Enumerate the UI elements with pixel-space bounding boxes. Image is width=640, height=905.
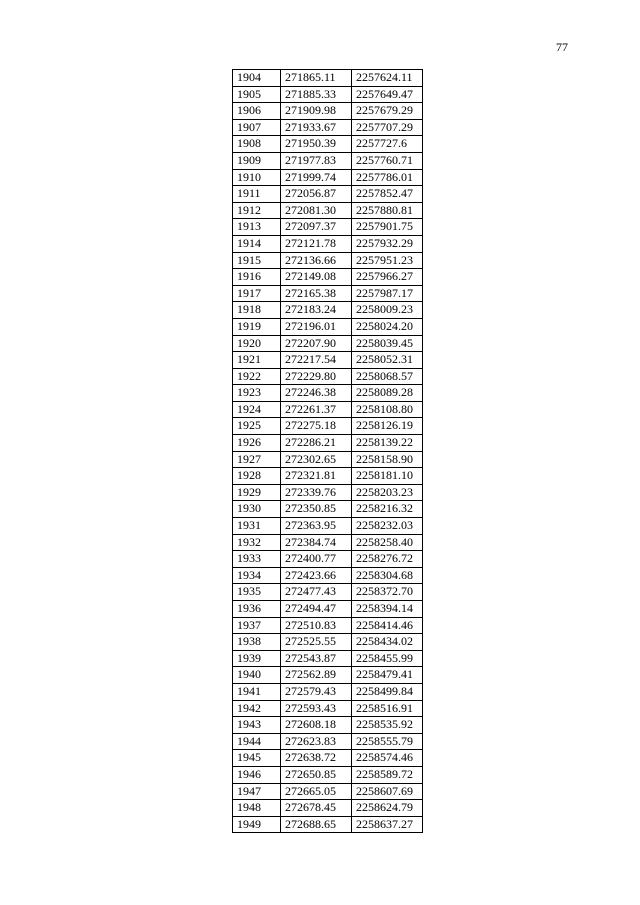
point-id-cell: 1904 bbox=[233, 70, 281, 87]
point-id-cell: 1934 bbox=[233, 567, 281, 584]
point-id-cell: 1937 bbox=[233, 617, 281, 634]
table-row bbox=[233, 103, 423, 120]
y-coordinate-cell: 2258024.20 bbox=[352, 318, 423, 335]
table-row bbox=[233, 567, 423, 584]
point-id-cell: 1946 bbox=[233, 766, 281, 783]
x-coordinate-cell: 271885.33 bbox=[281, 86, 352, 103]
x-coordinate-cell: 272207.90 bbox=[281, 335, 352, 352]
table-row bbox=[233, 418, 423, 435]
point-id-cell: 1945 bbox=[233, 750, 281, 767]
y-coordinate-cell: 2257880.81 bbox=[352, 202, 423, 219]
x-coordinate-cell: 272688.65 bbox=[281, 816, 352, 833]
x-coordinate-cell: 272608.18 bbox=[281, 717, 352, 734]
x-coordinate-cell: 272339.76 bbox=[281, 484, 352, 501]
point-id-cell: 1909 bbox=[233, 152, 281, 169]
point-id-cell: 1926 bbox=[233, 435, 281, 452]
coordinate-table-body bbox=[233, 70, 423, 833]
point-id-cell: 1935 bbox=[233, 584, 281, 601]
y-coordinate-cell: 2258394.14 bbox=[352, 601, 423, 618]
y-coordinate-cell: 2257852.47 bbox=[352, 186, 423, 203]
table-row bbox=[233, 235, 423, 252]
y-coordinate-cell: 2257624.11 bbox=[352, 70, 423, 87]
x-coordinate-cell: 272196.01 bbox=[281, 318, 352, 335]
point-id-cell: 1912 bbox=[233, 202, 281, 219]
x-coordinate-cell: 272229.80 bbox=[281, 368, 352, 385]
table-row bbox=[233, 401, 423, 418]
y-coordinate-cell: 2258139.22 bbox=[352, 435, 423, 452]
x-coordinate-cell: 272302.65 bbox=[281, 451, 352, 468]
point-id-cell: 1941 bbox=[233, 683, 281, 700]
x-coordinate-cell: 272638.72 bbox=[281, 750, 352, 767]
x-coordinate-cell: 272543.87 bbox=[281, 650, 352, 667]
table-row bbox=[233, 302, 423, 319]
table-row bbox=[233, 152, 423, 169]
table-row bbox=[233, 551, 423, 568]
table-row bbox=[233, 352, 423, 369]
y-coordinate-cell: 2257901.75 bbox=[352, 219, 423, 236]
x-coordinate-cell: 271999.74 bbox=[281, 169, 352, 186]
y-coordinate-cell: 2258414.46 bbox=[352, 617, 423, 634]
x-coordinate-cell: 272165.38 bbox=[281, 285, 352, 302]
x-coordinate-cell: 272246.38 bbox=[281, 385, 352, 402]
x-coordinate-cell: 272081.30 bbox=[281, 202, 352, 219]
point-id-cell: 1922 bbox=[233, 368, 281, 385]
x-coordinate-cell: 272056.87 bbox=[281, 186, 352, 203]
x-coordinate-cell: 272579.43 bbox=[281, 683, 352, 700]
point-id-cell: 1947 bbox=[233, 783, 281, 800]
point-id-cell: 1919 bbox=[233, 318, 281, 335]
table-row bbox=[233, 468, 423, 485]
table-row bbox=[233, 285, 423, 302]
x-coordinate-cell: 272261.37 bbox=[281, 401, 352, 418]
y-coordinate-cell: 2258258.40 bbox=[352, 534, 423, 551]
x-coordinate-cell: 272350.85 bbox=[281, 501, 352, 518]
table-row bbox=[233, 683, 423, 700]
table-row bbox=[233, 518, 423, 535]
table-row bbox=[233, 484, 423, 501]
point-id-cell: 1930 bbox=[233, 501, 281, 518]
point-id-cell: 1928 bbox=[233, 468, 281, 485]
table-row bbox=[233, 70, 423, 87]
y-coordinate-cell: 2258039.45 bbox=[352, 335, 423, 352]
table-row bbox=[233, 634, 423, 651]
x-coordinate-cell: 271933.67 bbox=[281, 119, 352, 136]
x-coordinate-cell: 272384.74 bbox=[281, 534, 352, 551]
table-row bbox=[233, 219, 423, 236]
table-row bbox=[233, 368, 423, 385]
y-coordinate-cell: 2258624.79 bbox=[352, 800, 423, 817]
point-id-cell: 1920 bbox=[233, 335, 281, 352]
x-coordinate-cell: 272136.66 bbox=[281, 252, 352, 269]
y-coordinate-cell: 2258516.91 bbox=[352, 700, 423, 717]
table-row bbox=[233, 86, 423, 103]
x-coordinate-cell: 272665.05 bbox=[281, 783, 352, 800]
y-coordinate-cell: 2257679.29 bbox=[352, 103, 423, 120]
point-id-cell: 1927 bbox=[233, 451, 281, 468]
point-id-cell: 1917 bbox=[233, 285, 281, 302]
y-coordinate-cell: 2258276.72 bbox=[352, 551, 423, 568]
y-coordinate-cell: 2257786.01 bbox=[352, 169, 423, 186]
y-coordinate-cell: 2258589.72 bbox=[352, 766, 423, 783]
table-row bbox=[233, 202, 423, 219]
y-coordinate-cell: 2258052.31 bbox=[352, 352, 423, 369]
x-coordinate-cell: 272678.45 bbox=[281, 800, 352, 817]
y-coordinate-cell: 2258499.84 bbox=[352, 683, 423, 700]
y-coordinate-cell: 2258455.99 bbox=[352, 650, 423, 667]
x-coordinate-cell: 271909.98 bbox=[281, 103, 352, 120]
point-id-cell: 1936 bbox=[233, 601, 281, 618]
table-row bbox=[233, 501, 423, 518]
coordinate-table bbox=[232, 69, 423, 833]
y-coordinate-cell: 2258304.68 bbox=[352, 567, 423, 584]
x-coordinate-cell: 271950.39 bbox=[281, 136, 352, 153]
y-coordinate-cell: 2257649.47 bbox=[352, 86, 423, 103]
table-row bbox=[233, 601, 423, 618]
x-coordinate-cell: 272477.43 bbox=[281, 584, 352, 601]
point-id-cell: 1907 bbox=[233, 119, 281, 136]
point-id-cell: 1911 bbox=[233, 186, 281, 203]
y-coordinate-cell: 2258203.23 bbox=[352, 484, 423, 501]
x-coordinate-cell: 271865.11 bbox=[281, 70, 352, 87]
point-id-cell: 1916 bbox=[233, 269, 281, 286]
point-id-cell: 1932 bbox=[233, 534, 281, 551]
point-id-cell: 1938 bbox=[233, 634, 281, 651]
table-row bbox=[233, 269, 423, 286]
table-row bbox=[233, 816, 423, 833]
x-coordinate-cell: 272286.21 bbox=[281, 435, 352, 452]
table-row bbox=[233, 169, 423, 186]
x-coordinate-cell: 272623.83 bbox=[281, 733, 352, 750]
x-coordinate-cell: 272217.54 bbox=[281, 352, 352, 369]
table-row bbox=[233, 186, 423, 203]
point-id-cell: 1940 bbox=[233, 667, 281, 684]
x-coordinate-cell: 272183.24 bbox=[281, 302, 352, 319]
y-coordinate-cell: 2258089.28 bbox=[352, 385, 423, 402]
table-row bbox=[233, 717, 423, 734]
y-coordinate-cell: 2258126.19 bbox=[352, 418, 423, 435]
point-id-cell: 1910 bbox=[233, 169, 281, 186]
table-row bbox=[233, 252, 423, 269]
table-row bbox=[233, 800, 423, 817]
table-row bbox=[233, 783, 423, 800]
x-coordinate-cell: 272593.43 bbox=[281, 700, 352, 717]
y-coordinate-cell: 2258068.57 bbox=[352, 368, 423, 385]
point-id-cell: 1931 bbox=[233, 518, 281, 535]
y-coordinate-cell: 2258607.69 bbox=[352, 783, 423, 800]
point-id-cell: 1933 bbox=[233, 551, 281, 568]
point-id-cell: 1923 bbox=[233, 385, 281, 402]
page-number: 77 bbox=[556, 40, 568, 54]
x-coordinate-cell: 272149.08 bbox=[281, 269, 352, 286]
y-coordinate-cell: 2257951.23 bbox=[352, 252, 423, 269]
table-row bbox=[233, 451, 423, 468]
point-id-cell: 1915 bbox=[233, 252, 281, 269]
y-coordinate-cell: 2258216.32 bbox=[352, 501, 423, 518]
y-coordinate-cell: 2257707.29 bbox=[352, 119, 423, 136]
table-row bbox=[233, 700, 423, 717]
point-id-cell: 1906 bbox=[233, 103, 281, 120]
point-id-cell: 1949 bbox=[233, 816, 281, 833]
point-id-cell: 1908 bbox=[233, 136, 281, 153]
table-row bbox=[233, 584, 423, 601]
table-row bbox=[233, 667, 423, 684]
x-coordinate-cell: 272562.89 bbox=[281, 667, 352, 684]
y-coordinate-cell: 2258479.41 bbox=[352, 667, 423, 684]
x-coordinate-cell: 272494.47 bbox=[281, 601, 352, 618]
point-id-cell: 1948 bbox=[233, 800, 281, 817]
table-row bbox=[233, 766, 423, 783]
x-coordinate-cell: 272525.55 bbox=[281, 634, 352, 651]
table-row bbox=[233, 136, 423, 153]
table-row bbox=[233, 733, 423, 750]
x-coordinate-cell: 272121.78 bbox=[281, 235, 352, 252]
table-row bbox=[233, 534, 423, 551]
table-row bbox=[233, 435, 423, 452]
y-coordinate-cell: 2257760.71 bbox=[352, 152, 423, 169]
point-id-cell: 1929 bbox=[233, 484, 281, 501]
y-coordinate-cell: 2258158.90 bbox=[352, 451, 423, 468]
x-coordinate-cell: 271977.83 bbox=[281, 152, 352, 169]
x-coordinate-cell: 272650.85 bbox=[281, 766, 352, 783]
point-id-cell: 1924 bbox=[233, 401, 281, 418]
point-id-cell: 1944 bbox=[233, 733, 281, 750]
x-coordinate-cell: 272510.83 bbox=[281, 617, 352, 634]
y-coordinate-cell: 2258009.23 bbox=[352, 302, 423, 319]
y-coordinate-cell: 2258637.27 bbox=[352, 816, 423, 833]
y-coordinate-cell: 2257966.27 bbox=[352, 269, 423, 286]
y-coordinate-cell: 2257932.29 bbox=[352, 235, 423, 252]
x-coordinate-cell: 272423.66 bbox=[281, 567, 352, 584]
y-coordinate-cell: 2257727.6 bbox=[352, 136, 423, 153]
point-id-cell: 1921 bbox=[233, 352, 281, 369]
y-coordinate-cell: 2258574.46 bbox=[352, 750, 423, 767]
table-row bbox=[233, 385, 423, 402]
x-coordinate-cell: 272275.18 bbox=[281, 418, 352, 435]
table-row bbox=[233, 335, 423, 352]
y-coordinate-cell: 2257987.17 bbox=[352, 285, 423, 302]
table-row bbox=[233, 650, 423, 667]
x-coordinate-cell: 272400.77 bbox=[281, 551, 352, 568]
point-id-cell: 1939 bbox=[233, 650, 281, 667]
table-row bbox=[233, 617, 423, 634]
y-coordinate-cell: 2258108.80 bbox=[352, 401, 423, 418]
y-coordinate-cell: 2258555.79 bbox=[352, 733, 423, 750]
x-coordinate-cell: 272321.81 bbox=[281, 468, 352, 485]
point-id-cell: 1913 bbox=[233, 219, 281, 236]
point-id-cell: 1943 bbox=[233, 717, 281, 734]
point-id-cell: 1942 bbox=[233, 700, 281, 717]
x-coordinate-cell: 272363.95 bbox=[281, 518, 352, 535]
y-coordinate-cell: 2258535.92 bbox=[352, 717, 423, 734]
point-id-cell: 1905 bbox=[233, 86, 281, 103]
point-id-cell: 1918 bbox=[233, 302, 281, 319]
y-coordinate-cell: 2258232.03 bbox=[352, 518, 423, 535]
y-coordinate-cell: 2258181.10 bbox=[352, 468, 423, 485]
table-row bbox=[233, 318, 423, 335]
y-coordinate-cell: 2258372.70 bbox=[352, 584, 423, 601]
table-row bbox=[233, 750, 423, 767]
x-coordinate-cell: 272097.37 bbox=[281, 219, 352, 236]
y-coordinate-cell: 2258434.02 bbox=[352, 634, 423, 651]
point-id-cell: 1914 bbox=[233, 235, 281, 252]
table-row bbox=[233, 119, 423, 136]
point-id-cell: 1925 bbox=[233, 418, 281, 435]
